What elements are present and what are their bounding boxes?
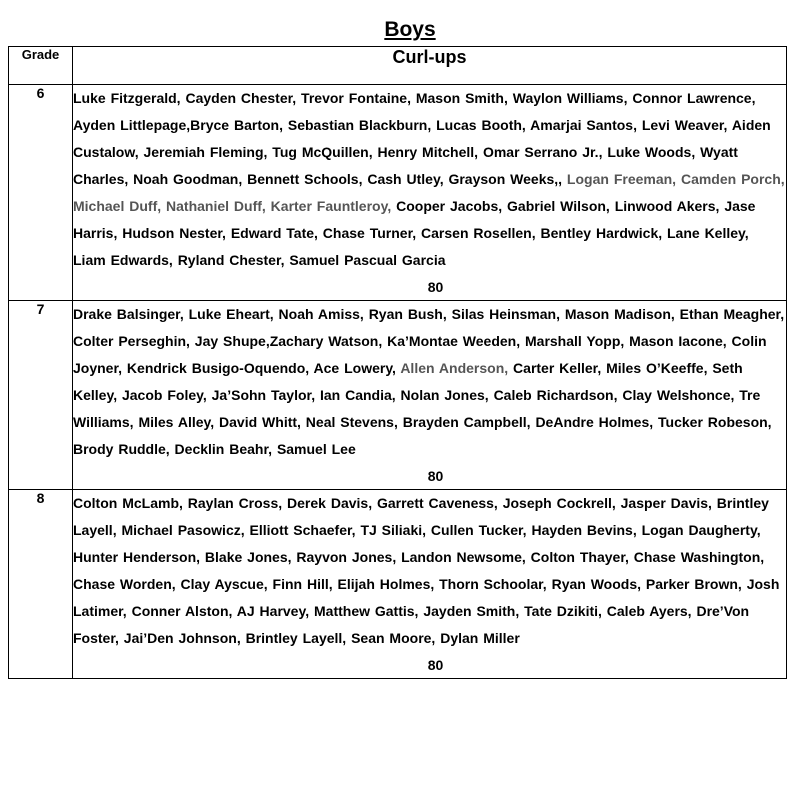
names-cell (73, 301, 787, 490)
grade-cell: 8 (9, 490, 73, 679)
names-cell (73, 490, 787, 679)
table-row-grade-6 (9, 85, 787, 301)
table-row-grade-7 (9, 301, 787, 490)
names-text: Luke Fitzgerald, Cayden Chester, Trevor Fontaine, Mason Smith, Waylon Williams, Connor Lawrence, Ayden Littlepage,Bryce Barton, Sebastian Blackburn, Lucas Booth, Amarjai Santos, Levi Weaver, Aiden Custalow, Jeremiah Fleming, Tug McQuillen, Henry Mitchell, Omar Serrano Jr., Luke Woods, Wyatt Charles, Noah Goodman, Bennett Schools, Cash Utley, Grayson Weeks,, (73, 90, 771, 187)
names-list (73, 85, 786, 274)
score-value: 80 (427, 279, 444, 295)
names-list (73, 301, 786, 463)
grade-cell: 7 (9, 301, 73, 490)
score-value: 80 (427, 468, 444, 484)
names-cell (73, 85, 787, 301)
table-header-row (9, 47, 787, 85)
names-text-gray: Allen Anderson, (395, 360, 509, 376)
names-text: Cooper Jacobs, Gabriel Wilson, Linwood Akers, Jase Harris, Hudson Nester, Edward Tate, Chase Turner, Carsen Rosellen, Bentley Hardwick, Lane Kelley, Liam Edwards, Ryland Chester, Samuel Pascual Garcia (73, 198, 756, 268)
names-text: Carter Keller, Miles O’Keeffe, Seth Kelley, Jacob Foley, Ja’Sohn Taylor, Ian Candia, Nolan Jones, Caleb Richardson, Clay Welshonce, Tre Williams, Miles Alley, David Whitt, Neal Stevens, Brayden Campbell, DeAndre Holmes, Tucker Robeson, Brody Ruddle, Decklin Beahr, Samuel Lee (73, 360, 772, 457)
grade-column-header: Grade (9, 47, 73, 85)
grade-cell: 6 (9, 85, 73, 301)
curl-ups-table (8, 46, 787, 679)
table-row-grade-8 (9, 490, 787, 679)
names-text: Colton McLamb, Raylan Cross, Derek Davis, Garrett Caveness, Joseph Cockrell, Jasper Davis, Brintley Layell, Michael Pasowicz, Elliott Schaefer, TJ Siliaki, Cullen Tucker, Hayden Bevins, Logan Daugherty, Hunter Henderson, Blake Jones, Rayvon Jones, Landon Newsome, Colton Thayer, Chase Washington, Chase Worden, Clay Ayscue, Finn Hill, Elijah Holmes, Thorn Schoolar, Ryan Woods, Parker Brown, Josh Latimer, Conner Alston, AJ Harvey, Matthew Gattis, Jayden Smith, Tate Dzikiti, Caleb Ayers, Dre’Von Foster, Jai’Den Johnson, Brintley Layell, Sean Moore, Dylan Miller (73, 495, 780, 646)
names-list (73, 490, 786, 652)
score-value: 80 (427, 657, 444, 673)
curl-ups-column-header: Curl-ups (73, 47, 787, 85)
names-text-gray: Logan Freeman, Camden Porch, Michael Duff, Nathaniel Duff, Karter Fauntleroy, (73, 171, 785, 214)
names-text: Drake Balsinger, Luke Eheart, Noah Amiss, Ryan Bush, Silas Heinsman, Mason Madison, Ethan Meagher, Colter Perseghin, Jay Shupe,Zachary Watson, Ka’Montae Weeden, Marshall Yopp, Mason Iacone, Colin Joyner, Kendrick Busigo-Oquendo, Ace Lowery, (73, 306, 785, 376)
page-title: Boys (384, 18, 436, 41)
